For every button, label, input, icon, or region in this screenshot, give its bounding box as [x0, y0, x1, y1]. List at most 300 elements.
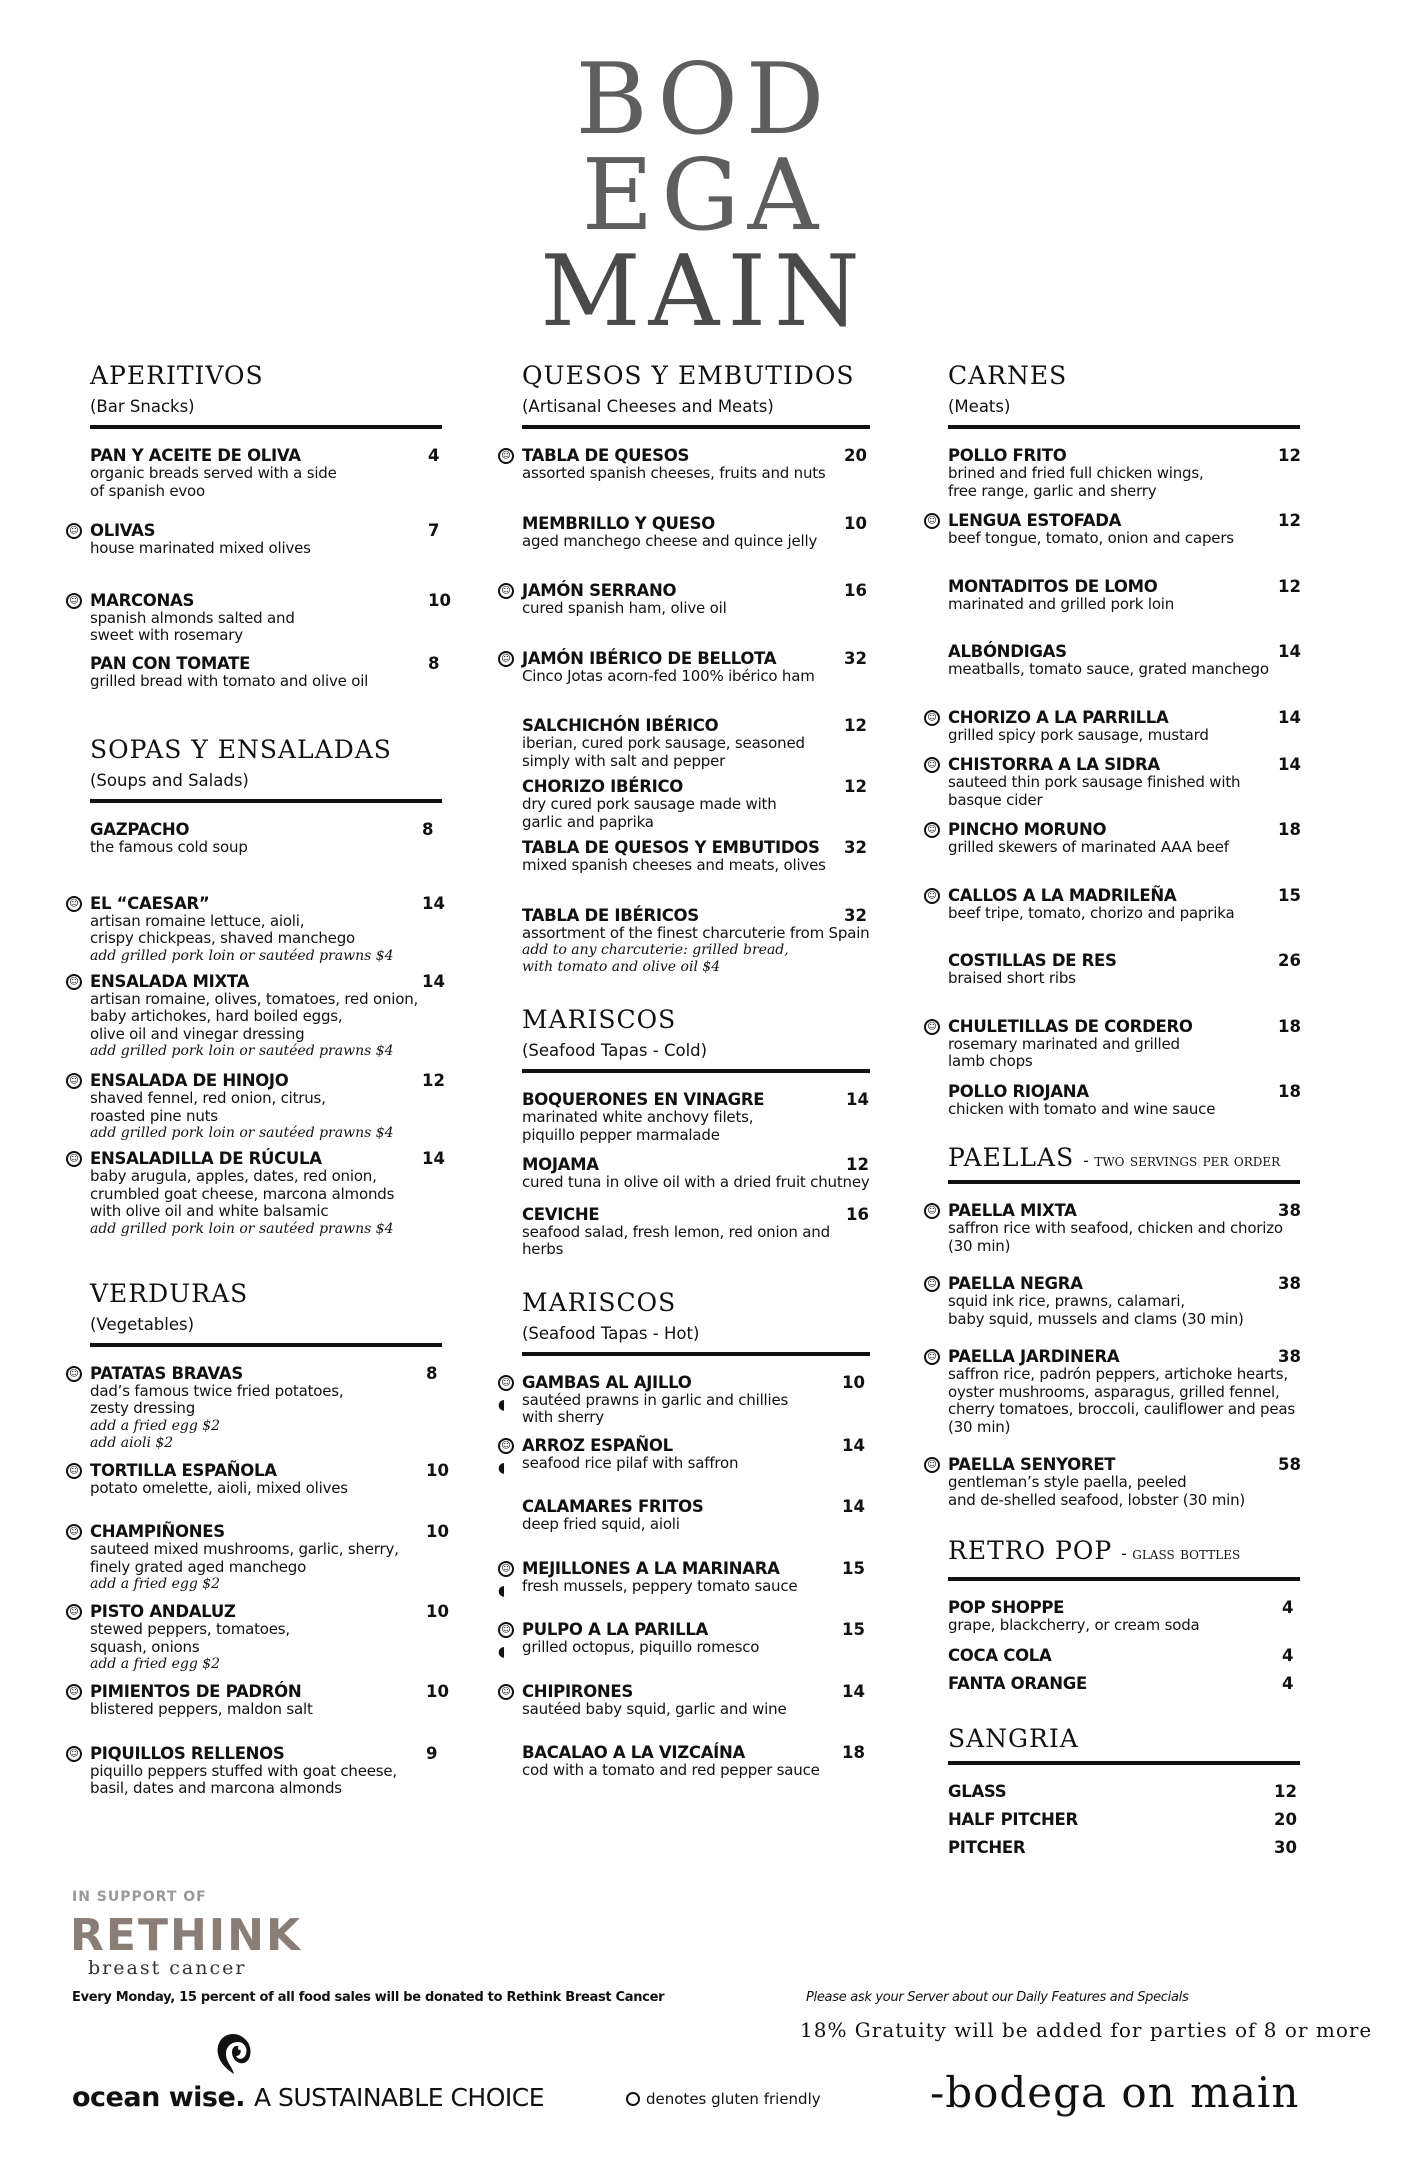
section-quesos [501, 360, 870, 976]
item-name: ENSALADILLA DE RÚCULA [90, 1149, 322, 1168]
menu-item [948, 578, 1300, 614]
item-price: 18 [1278, 1081, 1301, 1101]
item-description: mixed spanish cheeses and meats, olives [522, 856, 826, 874]
gluten-friendly-icon: ☺ [66, 896, 82, 912]
menu-item [69, 971, 445, 1061]
item-price: 14 [842, 1681, 865, 1701]
item-name: POLLO FRITO [948, 446, 1067, 465]
item-description: with olive oil and white balsamic [90, 1202, 329, 1220]
item-name: CHAMPIÑONES [90, 1522, 225, 1541]
item-list [522, 1091, 870, 1259]
gluten-friendly-text: denotes gluten friendly [646, 2090, 821, 2108]
item-name: COCA COLA [948, 1645, 1052, 1665]
item-description: saffron rice, padrón peppers, artichoke hearts, [948, 1365, 1288, 1383]
section-rule [522, 425, 870, 429]
item-description: with sherry [522, 1408, 604, 1426]
item-description: Cinco Jotas acorn-fed 100% ibérico ham [522, 666, 815, 685]
item-description: stewed peppers, tomatoes, [90, 1620, 290, 1638]
item-description: olive oil and vinegar dressing [90, 1024, 305, 1043]
menu-item [522, 907, 870, 977]
menu-item [501, 1681, 870, 1719]
item-name: MOJAMA [522, 1155, 599, 1174]
item-name: HALF PITCHER [948, 1809, 1078, 1829]
section-rule [948, 425, 1300, 429]
menu-item [69, 1682, 449, 1719]
item-description: marinated and grilled pork loin [948, 594, 1175, 613]
item-price: 10 [426, 1602, 449, 1621]
menu-item [927, 820, 1301, 857]
item-description: basil, dates and marcona almonds [90, 1779, 342, 1797]
logo-line-2: EGA [581, 139, 827, 253]
item-price: 12 [846, 1155, 869, 1174]
menu-item [927, 1455, 1301, 1509]
item-name: TORTILLA ESPAÑOLA [90, 1460, 277, 1480]
item-addon: with tomato and olive oil $4 [522, 959, 721, 975]
item-description: aged manchego cheese and quince jelly [522, 531, 818, 550]
section-title: MARISCOS [522, 1005, 677, 1034]
menu-item [927, 1016, 1301, 1071]
item-addon: add grilled pork loin or sautéed prawns $4 [90, 1220, 394, 1237]
section-subtitle: (Vegetables) [90, 1314, 195, 1334]
menu-item [522, 1091, 870, 1144]
item-price: 4 [428, 446, 440, 465]
gluten-friendly-icon: ☺ [66, 593, 82, 609]
menu-item [927, 1201, 1301, 1255]
item-name: FANTA ORANGE [948, 1673, 1087, 1693]
item-description: sweet with rosemary [90, 626, 243, 644]
menu-item [522, 839, 870, 875]
item-list [927, 446, 1301, 1118]
column-right [927, 360, 1301, 1857]
menu-item [498, 1435, 870, 1476]
section-subtitle: (Bar Snacks) [90, 397, 195, 416]
item-price: 14 [422, 893, 445, 913]
menu-item [69, 1522, 449, 1593]
ocean-wise-line [72, 2082, 544, 2113]
menu-item [69, 1743, 442, 1798]
item-name: PISTO ANDALUZ [90, 1602, 236, 1621]
item-price: 12 [1278, 446, 1301, 465]
item-description: deep fried squid, aioli [522, 1515, 680, 1533]
item-description: seafood rice pilaf with saffron [522, 1453, 739, 1472]
section-sangria [948, 1723, 1300, 1857]
gluten-friendly-icon: ☺ [66, 1684, 82, 1700]
menu-item [948, 1647, 1300, 1665]
gluten-friendly-icon: ☺ [498, 1438, 514, 1454]
item-name: PAELLA NEGRA [948, 1274, 1083, 1293]
item-price: 8 [428, 653, 440, 673]
menu-item [948, 1675, 1300, 1693]
gratuity-note: 18% Gratuity will be added for parties of 8 or more [800, 2018, 1373, 2042]
item-name: GLASS [948, 1781, 1007, 1801]
section-title-text: PAELLAS [948, 1143, 1075, 1172]
item-description: cod with a tomato and red pepper sauce [522, 1761, 820, 1779]
item-description: dry cured pork sausage made with [522, 795, 777, 813]
gluten-friendly-icon: ☺ [924, 822, 940, 838]
item-name: POLLO RIOJANA [948, 1081, 1089, 1101]
item-price: 18 [1278, 820, 1301, 839]
item-description: oyster mushrooms, asparagus, grilled fennel, [948, 1382, 1280, 1401]
item-description: cured tuna in olive oil with a dried fruit chutney [522, 1173, 870, 1191]
item-description: brined and fried full chicken wings, [948, 464, 1204, 482]
item-description: iberian, cured pork sausage, seasoned [522, 734, 805, 752]
item-price: 38 [1278, 1274, 1301, 1293]
item-description: baby arugula, apples, dates, red onion, [90, 1167, 377, 1185]
item-price: 32 [844, 648, 867, 668]
menu-item [498, 1558, 870, 1599]
item-price: 12 [844, 716, 867, 735]
menu-item [948, 1839, 1300, 1857]
menu-item [90, 655, 442, 691]
item-name: TABLA DE IBÉRICOS [522, 905, 699, 925]
item-price: 16 [844, 581, 867, 600]
item-description: sauteed thin pork sausage finished with [948, 773, 1241, 791]
item-price: 9 [426, 1743, 438, 1763]
item-description: spanish almonds salted and [90, 608, 295, 627]
item-description: free range, garlic and sherry [948, 481, 1157, 500]
menu-item [948, 643, 1300, 679]
menu-item [927, 755, 1301, 809]
section-rule [948, 1577, 1300, 1581]
item-addon: add grilled pork loin or sautéed prawns $4 [90, 1125, 394, 1141]
item-name: OLIVAS [90, 521, 156, 540]
item-name: PIMIENTOS DE PADRÓN [90, 1682, 302, 1701]
ocean-wise-fish-icon: ◖ [498, 1582, 506, 1599]
menu-item [948, 952, 1300, 988]
item-price: 15 [1278, 885, 1301, 905]
item-name: ARROZ ESPAÑOL [522, 1435, 673, 1455]
item-description: cherry tomatoes, broccoli, cauliflower and peas (30 min) [948, 1400, 1295, 1436]
menu-item [522, 515, 870, 551]
menu-item [69, 1071, 445, 1142]
item-description: squid ink rice, prawns, calamari, [948, 1292, 1185, 1310]
menu-item [498, 1372, 870, 1427]
item-description: sauteed mixed mushrooms, garlic, sherry, [90, 1540, 399, 1558]
item-description: baby squid, mussels and clams (30 min) [948, 1309, 1244, 1328]
gluten-friendly-icon: ☺ [498, 1561, 514, 1577]
item-price: 14 [842, 1497, 865, 1516]
item-description: lamb chops [948, 1052, 1033, 1070]
section-title: MARISCOS [522, 1287, 677, 1317]
gluten-friendly-icon: ☺ [498, 448, 514, 464]
item-name: BOQUERONES EN VINAGRE [522, 1090, 765, 1109]
gluten-friendly-icon: ☺ [498, 651, 514, 667]
menu-item [498, 1620, 870, 1660]
item-description: and de-shelled seafood, lobster (30 min) [948, 1490, 1246, 1509]
item-name: CHISTORRA A LA SIDRA [948, 755, 1160, 774]
item-description: marinated white anchovy filets, [522, 1108, 754, 1126]
item-description: beef tongue, tomato, onion and capers [948, 529, 1234, 547]
section-retro-pop [948, 1535, 1300, 1693]
menu-item [948, 1783, 1300, 1801]
section-title: SOPAS Y ENSALADAS [90, 735, 392, 764]
item-description: piquillo peppers stuffed with goat cheese, [90, 1761, 397, 1780]
menu-item [69, 521, 442, 558]
item-description: grilled skewers of marinated AAA beef [948, 838, 1229, 856]
item-name: ENSALADA MIXTA [90, 971, 250, 991]
section-title: SANGRIA [948, 1723, 1079, 1753]
item-price: 4 [1282, 1645, 1294, 1665]
gluten-friendly-icon: ☺ [924, 513, 940, 529]
menu-item [522, 1206, 870, 1259]
section-title [948, 1535, 1300, 1567]
item-name: CHORIZO IBÉRICO [522, 777, 683, 796]
gluten-friendly-icon: ☺ [924, 1457, 940, 1473]
item-name: CALLOS A LA MADRILEÑA [948, 885, 1177, 905]
item-list [501, 446, 870, 976]
item-price: 18 [1278, 1016, 1301, 1036]
item-price: 14 [422, 971, 445, 991]
column-middle [498, 360, 870, 1780]
item-list [927, 1201, 1301, 1509]
item-price: 20 [1274, 1809, 1297, 1829]
gluten-friendly-icon: ☺ [66, 974, 82, 990]
item-price: 12 [844, 777, 867, 796]
menu-item [522, 1498, 870, 1534]
item-description: organic breads served with a side [90, 464, 337, 482]
item-name: PAELLA JARDINERA [948, 1347, 1120, 1366]
menu-item [501, 581, 870, 618]
item-addon: add grilled pork loin or sautéed prawns $4 [90, 1043, 394, 1059]
item-description: baby artichokes, hard boiled eggs, [90, 1007, 343, 1025]
rethink-subtitle: breast cancer [88, 1957, 247, 1979]
item-price: 14 [1278, 642, 1301, 661]
menu-item [522, 717, 870, 770]
item-price: 12 [1274, 1781, 1297, 1801]
item-name: MARCONAS [90, 590, 195, 610]
item-list [498, 1372, 870, 1780]
item-price: 4 [1282, 1598, 1294, 1617]
item-description: piquillo pepper marmalade [522, 1125, 720, 1144]
menu-item [927, 1274, 1301, 1328]
section-rule [948, 1180, 1300, 1184]
logo [0, 43, 1408, 349]
item-name: PINCHO MORUNO [948, 820, 1107, 839]
item-description: house marinated mixed olives [90, 539, 311, 557]
item-description: sautéed prawns in garlic and chillies [522, 1390, 789, 1409]
item-description: gentleman’s style paella, peeled [948, 1473, 1187, 1491]
item-description: braised short ribs [948, 969, 1076, 987]
menu-item [69, 1363, 442, 1452]
item-description: zesty dressing [90, 1399, 196, 1417]
item-name: GAMBAS AL AJILLO [522, 1372, 692, 1392]
menu-item [69, 1460, 449, 1498]
menu-item [90, 447, 442, 500]
section-rule [90, 425, 442, 429]
gluten-friendly-icon: ☺ [498, 1684, 514, 1700]
menu-item [69, 893, 445, 965]
column-left [69, 360, 451, 1798]
section-rule [90, 1343, 442, 1347]
item-description: sautéed baby squid, garlic and wine [522, 1699, 787, 1718]
item-price: 12 [1278, 511, 1301, 530]
item-price: 8 [426, 1363, 438, 1383]
item-description: fresh mussels, peppery tomato sauce [522, 1576, 798, 1595]
section-carnes [927, 360, 1301, 1118]
gluten-friendly-icon: ☺ [498, 583, 514, 599]
item-name: BACALAO A LA VIZCAÍNA [522, 1743, 745, 1762]
item-name: CEVICHE [522, 1204, 600, 1224]
ocean-wise-fish-icon: ◖ [498, 1396, 506, 1413]
item-price: 15 [842, 1620, 865, 1639]
item-name: GAZPACHO [90, 820, 190, 839]
donation-note: Every Monday, 15 percent of all food sales will be donated to Rethink Breast Cancer [72, 1990, 665, 2005]
item-price: 58 [1278, 1455, 1301, 1474]
item-description: blistered peppers, maldon salt [90, 1700, 313, 1718]
item-price: 14 [1278, 707, 1301, 727]
menu-item [927, 1347, 1301, 1436]
item-addon: add a fried egg $2 [90, 1576, 221, 1592]
section-rule [90, 799, 442, 803]
item-description: grape, blackcherry, or cream soda [948, 1616, 1200, 1634]
item-price: 38 [1278, 1201, 1301, 1220]
section-subtitle: (Meats) [948, 397, 1011, 416]
item-name: MEJILLONES A LA MARINARA [522, 1558, 780, 1578]
section-subtitle: (Artisanal Cheeses and Meats) [522, 397, 774, 416]
item-description: garlic and paprika [522, 812, 654, 831]
item-addon: add a fried egg $2 [90, 1656, 221, 1672]
section-title-text: RETRO POP [948, 1536, 1113, 1565]
menu-item [948, 447, 1300, 500]
item-list [948, 1783, 1300, 1857]
item-price: 14 [1278, 755, 1301, 774]
section-title [948, 1142, 1300, 1174]
item-list [948, 1599, 1300, 1693]
gluten-friendly-icon: ☺ [66, 1366, 82, 1382]
item-name: TABLA DE QUESOS Y EMBUTIDOS [522, 838, 820, 857]
gluten-friendly-icon: ☺ [924, 888, 940, 904]
item-name: PAELLA SENYORET [948, 1455, 1116, 1474]
section-subtitle: (Seafood Tapas - Cold) [522, 1041, 708, 1060]
gluten-friendly-icon: ☺ [924, 1349, 940, 1365]
item-list [69, 820, 445, 1238]
item-addon: add aioli $2 [90, 1434, 174, 1451]
section-rule [522, 1069, 870, 1073]
menu-item [948, 1811, 1300, 1829]
item-price: 10 [428, 590, 451, 610]
item-name: PAELLA MIXTA [948, 1201, 1077, 1220]
gluten-friendly-icon: ☺ [924, 1276, 940, 1292]
item-price: 18 [842, 1743, 865, 1762]
gluten-friendly-icon: ☺ [66, 523, 82, 539]
gluten-friendly-icon: ☺ [498, 1375, 514, 1391]
item-name: CHORIZO A LA PARRILLA [948, 707, 1169, 727]
item-name: PAN Y ACEITE DE OLIVA [90, 446, 301, 465]
menu-item [69, 1149, 445, 1238]
item-description: assortment of the finest charcuterie from Spain [522, 923, 870, 942]
item-price: 14 [842, 1435, 865, 1455]
section-title: VERDURAS [90, 1278, 249, 1308]
gluten-friendly-icon: ☺ [924, 710, 940, 726]
item-name: SALCHICHÓN IBÉRICO [522, 716, 719, 735]
item-description: roasted pine nuts [90, 1106, 218, 1125]
item-name: CHIPIRONES [522, 1681, 633, 1701]
section-title: QUESOS Y EMBUTIDOS [522, 361, 855, 390]
menu-item [69, 1602, 449, 1673]
section-subtitle: (Soups and Salads) [90, 771, 249, 790]
item-description: meatballs, tomato sauce, grated manchego [948, 660, 1269, 678]
item-description: beef tripe, tomato, chorizo and paprika [948, 903, 1235, 922]
gluten-friendly-icon [626, 2092, 640, 2106]
item-name: PAN CON TOMATE [90, 653, 251, 673]
item-description: chicken with tomato and wine sauce [948, 1099, 1216, 1118]
gluten-friendly-icon: ☺ [66, 1746, 82, 1762]
ocean-wise-fish-icon: ◖ [498, 1644, 506, 1660]
section-rule [522, 1352, 870, 1356]
item-price: 12 [422, 1071, 445, 1090]
section-subtitle: (Seafood Tapas - Hot) [522, 1323, 700, 1343]
item-description: assorted spanish cheeses, fruits and nuts [522, 464, 826, 482]
ocean-wise-fish-icon: ◖ [498, 1459, 506, 1476]
item-description: of spanish evoo [90, 481, 205, 500]
item-description: shaved fennel, red onion, citrus, [90, 1089, 326, 1107]
item-price: 10 [844, 513, 867, 533]
gluten-friendly-legend [626, 2090, 821, 2108]
section-mariscos-cold [522, 1004, 870, 1259]
item-name: POP SHOPPE [948, 1598, 1065, 1617]
item-price: 16 [846, 1204, 869, 1224]
menu-item [948, 1599, 1300, 1635]
section-title: CARNES [948, 361, 1068, 390]
item-list [69, 1363, 449, 1798]
item-price: 38 [1278, 1347, 1301, 1366]
item-description: rosemary marinated and grilled [948, 1034, 1180, 1053]
item-price: 4 [1282, 1673, 1294, 1693]
menu-item [927, 885, 1301, 923]
item-description: artisan romaine lettuce, aioli, [90, 911, 305, 930]
gluten-friendly-icon: ☺ [498, 1622, 514, 1638]
item-addon: add to any charcuterie: grilled bread, [522, 942, 789, 958]
item-description: grilled spicy pork sausage, mustard [948, 725, 1209, 744]
gluten-friendly-icon: ☺ [66, 1524, 82, 1540]
item-price: 26 [1278, 951, 1301, 970]
item-name: MONTADITOS DE LOMO [948, 576, 1158, 596]
item-name: PITCHER [948, 1837, 1026, 1857]
item-description: squash, onions [90, 1637, 200, 1656]
menu-item [522, 778, 870, 831]
section-verduras [69, 1278, 449, 1798]
item-description: seafood salad, fresh lemon, red onion and herbs [522, 1222, 830, 1258]
item-name: ALBÓNDIGAS [948, 642, 1067, 661]
item-addon: add a fried egg $2 [90, 1417, 221, 1434]
item-addon: add grilled pork loin or sautéed prawns $4 [90, 947, 394, 964]
gluten-friendly-icon: ☺ [66, 1073, 82, 1089]
item-price: 8 [422, 820, 434, 839]
section-paellas [927, 1142, 1301, 1509]
item-price: 10 [426, 1460, 449, 1480]
ocean-wise-tagline: A SUSTAINABLE CHOICE [253, 2083, 545, 2112]
item-name: CALAMARES FRITOS [522, 1497, 704, 1516]
logo-line-1: BOD [575, 43, 833, 157]
item-description: grilled bread with tomato and olive oil [90, 671, 369, 690]
item-description: basque cider [948, 790, 1043, 809]
rethink-logo: RETHINK [70, 1910, 303, 1961]
specials-note: Please ask your Server about our Daily Features and Specials [806, 1990, 1189, 2005]
item-price: 10 [426, 1682, 449, 1701]
section-mariscos-hot [498, 1287, 870, 1780]
item-description: cured spanish ham, olive oil [522, 599, 727, 617]
item-name: JAMÓN SERRANO [522, 581, 677, 600]
item-name: EL “CAESAR” [90, 893, 210, 913]
item-name: TABLA DE QUESOS [522, 446, 690, 465]
item-price: 14 [846, 1090, 869, 1109]
gluten-friendly-icon: ☺ [924, 1019, 940, 1035]
item-price: 12 [1278, 576, 1301, 596]
in-support-label: IN SUPPORT OF [72, 1889, 207, 1905]
gluten-friendly-icon: ☺ [924, 1203, 940, 1219]
item-name: JAMÓN IBÉRICO DE BELLOTA [522, 648, 777, 668]
item-price: 7 [428, 521, 440, 540]
